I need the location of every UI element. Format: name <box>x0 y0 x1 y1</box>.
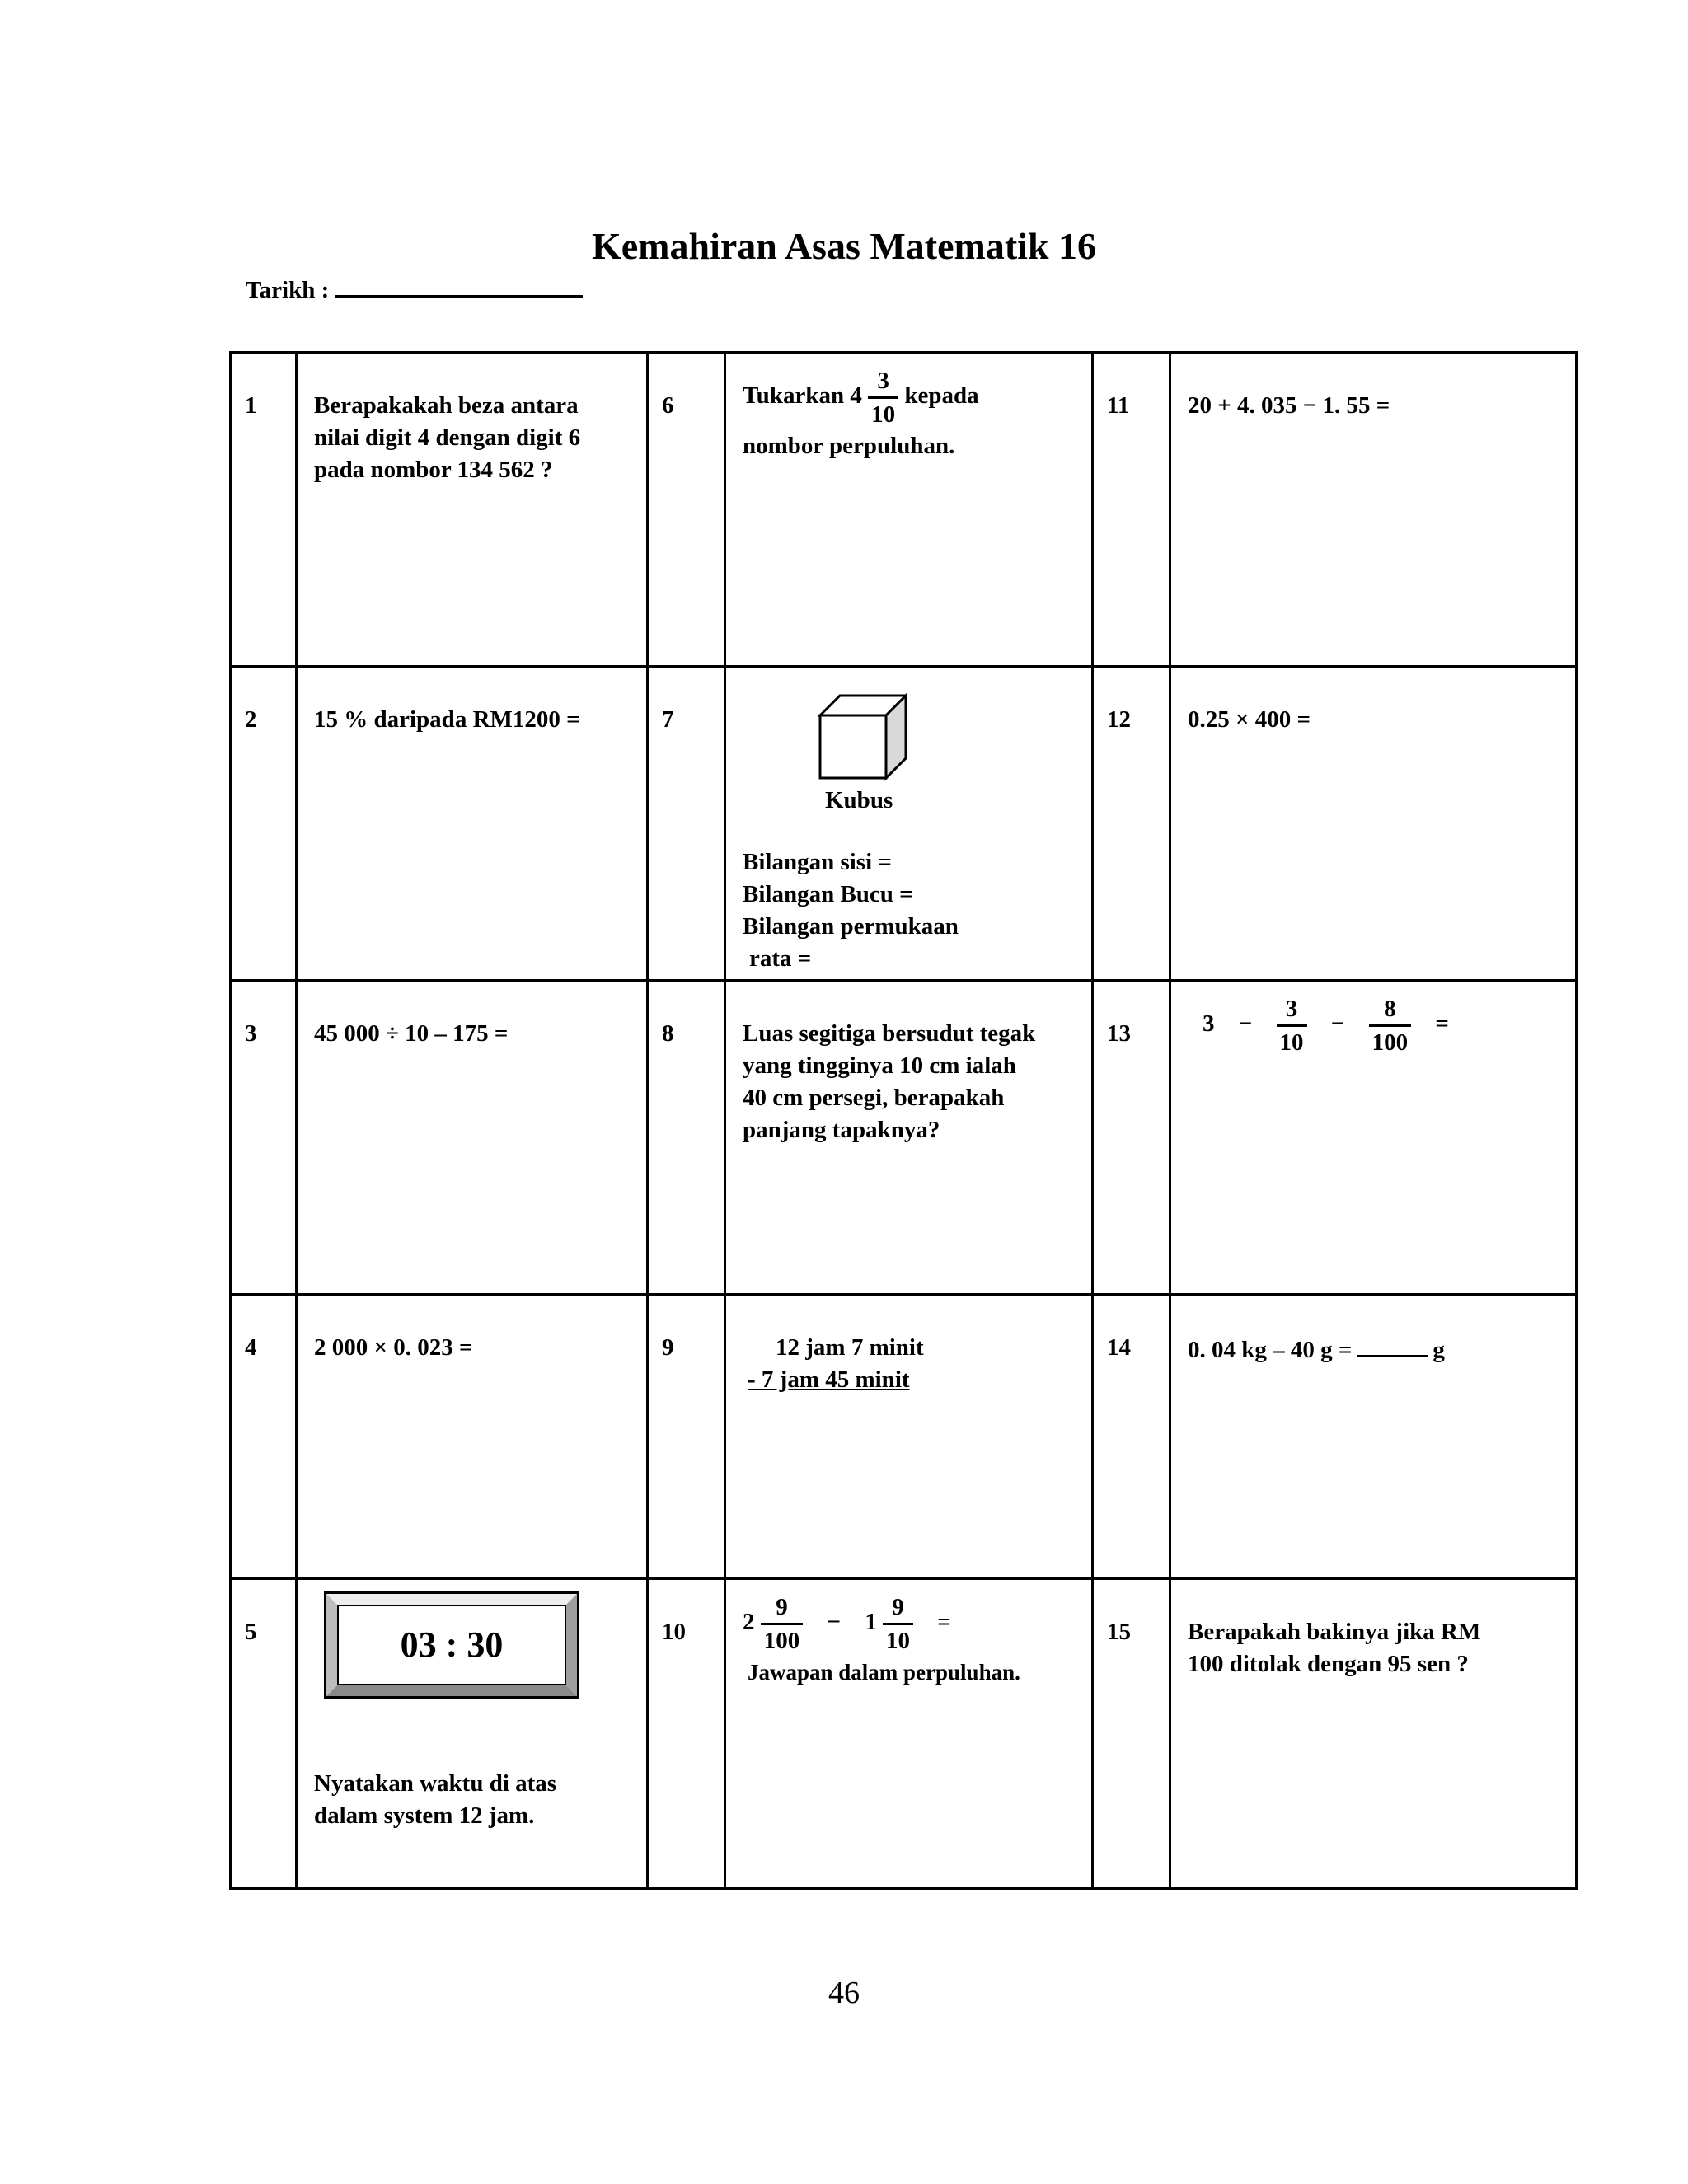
operator: − <box>827 1609 842 1636</box>
question-number: 9 <box>648 1295 725 1579</box>
operator: − <box>1330 1010 1345 1038</box>
question-text: dalam system 12 jam. <box>314 1802 535 1829</box>
question-text: - 7 jam 45 minit <box>748 1366 910 1393</box>
fraction <box>868 365 898 430</box>
question-text: 1 <box>865 1609 877 1636</box>
operator: = <box>1435 1010 1449 1038</box>
question-number: 7 <box>648 667 725 981</box>
question-row <box>231 981 1577 1295</box>
question-2: 15 % daripada RM1200 = <box>297 667 648 981</box>
unit: g <box>1432 1337 1445 1363</box>
question-11: 20 + 4. 035 − 1. 55 = <box>1170 353 1577 667</box>
question-text: kepada <box>904 382 979 410</box>
question-5 <box>297 1579 648 1889</box>
question-text: Bilangan sisi = <box>743 849 892 875</box>
cube-icon <box>817 691 907 781</box>
fraction-numerator: 8 <box>1369 993 1412 1027</box>
question-8 <box>725 981 1093 1295</box>
question-number: 3 <box>231 981 297 1295</box>
question-row <box>231 1295 1577 1579</box>
question-4: 2 000 × 0. 023 = <box>297 1295 648 1579</box>
question-row <box>231 1579 1577 1889</box>
question-number: 11 <box>1093 353 1170 667</box>
question-text: Bilangan permukaan <box>743 913 959 940</box>
question-number: 13 <box>1093 981 1170 1295</box>
digital-clock <box>324 1591 579 1699</box>
question-text: nilai digit 4 dengan digit 6 <box>314 424 581 451</box>
question-text: 2 <box>743 1609 755 1636</box>
question-text: pada nombor 134 562 ? <box>314 457 553 483</box>
question-text: 3 <box>1203 1010 1215 1038</box>
question-number: 2 <box>231 667 297 981</box>
clock-time: 03 : 30 <box>400 1624 504 1665</box>
question-number: 12 <box>1093 667 1170 981</box>
question-14 <box>1170 1295 1577 1579</box>
question-note: Jawapan dalam perpuluhan. <box>748 1660 1020 1685</box>
question-text: Nyatakan waktu di atas <box>314 1770 557 1797</box>
fraction-denominator: 100 <box>763 1628 800 1654</box>
answer-blank <box>1357 1332 1428 1357</box>
question-text: Tukarkan 4 <box>743 382 862 410</box>
operator: − <box>1238 1010 1253 1038</box>
question-number: 6 <box>648 353 725 667</box>
date-blank <box>335 274 583 298</box>
question-text: Luas segitiga bersudut tegak <box>743 1020 1036 1047</box>
date-label: Tarikh : <box>246 277 330 303</box>
page-title: Kemahiran Asas Matematik 16 <box>591 225 1096 267</box>
question-number: 4 <box>231 1295 297 1579</box>
question-row <box>231 667 1577 981</box>
fraction-numerator: 9 <box>761 1591 804 1625</box>
question-1 <box>297 353 648 667</box>
fraction <box>883 1591 913 1657</box>
question-number: 10 <box>648 1579 725 1889</box>
question-number: 1 <box>231 353 297 667</box>
question-number: 15 <box>1093 1579 1170 1889</box>
question-text: Berapakakah beza antara <box>314 392 579 419</box>
question-9 <box>725 1295 1093 1579</box>
fraction <box>761 1591 804 1657</box>
shape-label: Kubus <box>825 787 893 813</box>
fraction-denominator: 10 <box>871 401 896 428</box>
page-number: 46 <box>828 1975 860 2010</box>
fraction-numerator: 9 <box>883 1591 913 1625</box>
question-13 <box>1170 981 1577 1295</box>
question-text: nombor perpuluhan. <box>743 433 955 459</box>
question-number: 14 <box>1093 1295 1170 1579</box>
date-field <box>246 274 583 304</box>
question-3: 45 000 ÷ 10 – 175 = <box>297 981 648 1295</box>
question-text: rata = <box>749 945 812 972</box>
question-text: 0. 04 kg – 40 g = <box>1188 1337 1353 1363</box>
question-row <box>231 353 1577 667</box>
question-12: 0.25 × 400 = <box>1170 667 1577 981</box>
fraction-numerator: 3 <box>868 365 898 399</box>
question-text: Berapakah bakinya jika RM <box>1188 1619 1481 1645</box>
fraction <box>1277 993 1307 1058</box>
question-text: panjang tapaknya? <box>743 1117 940 1143</box>
question-7 <box>725 667 1093 981</box>
fraction-denominator: 100 <box>1372 1029 1409 1056</box>
question-text: 12 jam 7 minit <box>776 1334 924 1361</box>
question-10 <box>725 1579 1093 1889</box>
question-15 <box>1170 1579 1577 1889</box>
question-text: yang tingginya 10 cm ialah <box>743 1052 1016 1079</box>
fraction-numerator: 3 <box>1277 993 1307 1027</box>
question-number: 5 <box>231 1579 297 1889</box>
question-number: 8 <box>648 981 725 1295</box>
operator: = <box>937 1609 951 1636</box>
question-text: Bilangan Bucu = <box>743 881 913 907</box>
fraction <box>1369 993 1412 1058</box>
fraction-denominator: 10 <box>1279 1029 1304 1056</box>
question-6 <box>725 353 1093 667</box>
question-grid <box>229 351 1578 1890</box>
question-text: 40 cm persegi, berapakah <box>743 1085 1005 1111</box>
fraction-denominator: 10 <box>886 1628 911 1654</box>
question-text: 100 ditolak dengan 95 sen ? <box>1188 1651 1469 1677</box>
